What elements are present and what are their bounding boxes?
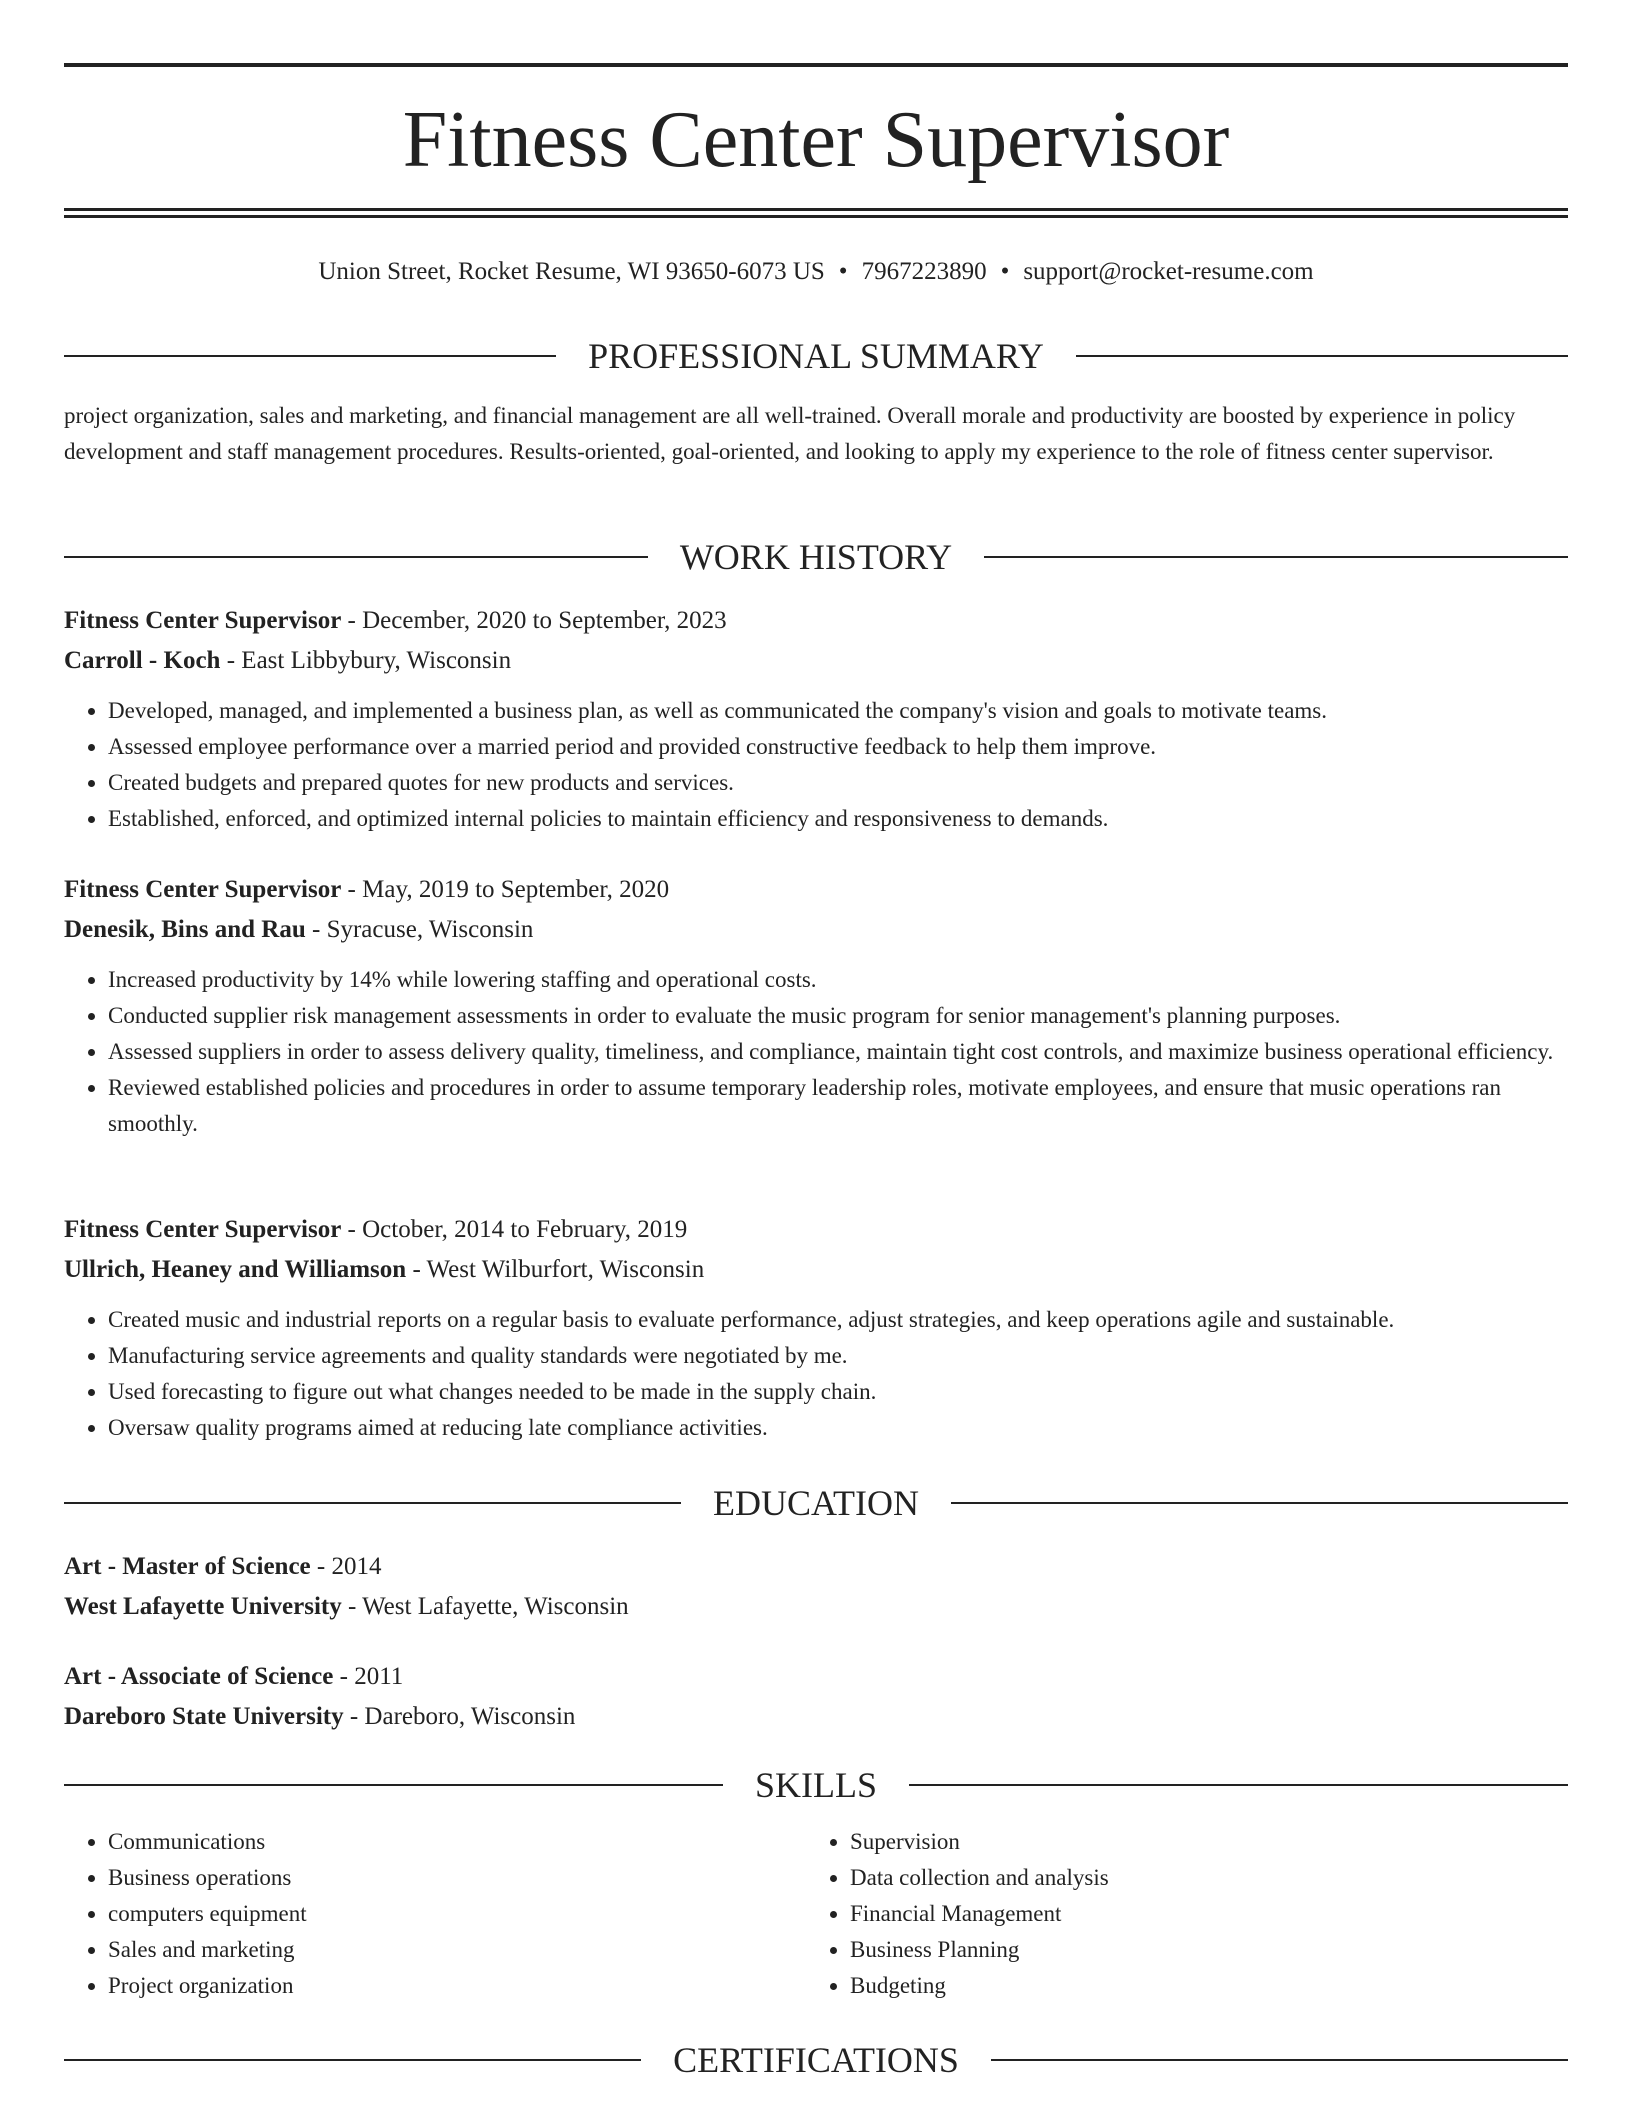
skill-item: • Project organization xyxy=(108,1968,764,2004)
list-item: • Assessed employee performance over a married period and provided constructive feedback to help them improve. xyxy=(108,729,1568,765)
skill-item: • Sales and marketing xyxy=(108,1932,764,1968)
section-title: EDUCATION xyxy=(713,1483,919,1523)
degree-year: - 2011 xyxy=(333,1663,404,1690)
heading-rule xyxy=(951,1502,1568,1504)
job-company-line xyxy=(64,910,1568,950)
section-heading-certifications xyxy=(64,2038,1568,2082)
section-title: WORK HISTORY xyxy=(679,537,953,577)
section-heading-skills xyxy=(64,1763,1568,1807)
skill-item: • Supervision xyxy=(850,1824,1506,1860)
heading-rule xyxy=(64,1502,681,1504)
heading-rule xyxy=(64,2059,641,2061)
list-item: • Reviewed established policies and procedures in order to assume temporary leadership roles, motivate employees, and ensure that music operations ran smoothly. xyxy=(108,1070,1568,1142)
job-dates: - May, 2019 to September, 2020 xyxy=(341,876,670,903)
job-company: Carroll - Koch xyxy=(64,647,221,674)
heading-rule xyxy=(64,1784,723,1786)
heading-rule xyxy=(1076,355,1568,357)
list-item: • Created music and industrial reports on a regular basis to evaluate performance, adjust strategies, and keep operations agile and sustainable. xyxy=(108,1302,1568,1338)
list-item: • Established, enforced, and optimized internal policies to maintain efficiency and responsiveness to demands. xyxy=(108,801,1568,837)
job-entry xyxy=(64,870,1568,1142)
job-location: - East Libbybury, Wisconsin xyxy=(220,647,512,674)
contact-separator: • xyxy=(1000,258,1010,285)
list-item: • Manufacturing service agreements and quality standards were negotiated by me. xyxy=(108,1338,1568,1374)
skill-item: • Budgeting xyxy=(850,1968,1506,2004)
heading-rule xyxy=(984,556,1568,558)
section-title: SKILLS xyxy=(755,1765,878,1805)
job-bullets xyxy=(64,1302,1568,1446)
skills-column-right xyxy=(806,1824,1506,2004)
school-line xyxy=(64,1697,1568,1737)
heading-rule xyxy=(64,556,648,558)
contact-address: Union Street, Rocket Resume, WI 93650-6073 US xyxy=(318,258,825,285)
job-dates: - October, 2014 to February, 2019 xyxy=(341,1216,688,1243)
school-location: - Dareboro, Wisconsin xyxy=(343,1703,576,1730)
section-heading-education xyxy=(64,1481,1568,1525)
job-bullets xyxy=(64,693,1568,837)
skill-item: • computers equipment xyxy=(108,1896,764,1932)
job-company: Ullrich, Heaney and Williamson xyxy=(64,1256,407,1283)
education-entry xyxy=(64,1547,1568,1627)
list-item: • Used forecasting to figure out what changes needed to be made in the supply chain. xyxy=(108,1374,1568,1410)
job-entry xyxy=(64,1210,1568,1446)
top-rule xyxy=(64,63,1568,67)
section-heading-work xyxy=(64,535,1568,579)
skills-list xyxy=(806,1824,1506,2004)
contact-email: support@rocket-resume.com xyxy=(1023,258,1314,285)
school: Dareboro State University xyxy=(64,1703,344,1730)
skill-item: • Financial Management xyxy=(850,1896,1506,1932)
skill-item: • Data collection and analysis xyxy=(850,1860,1506,1896)
job-title-line xyxy=(64,601,1568,641)
job-dates: - December, 2020 to September, 2023 xyxy=(341,607,727,634)
degree-line xyxy=(64,1547,1568,1587)
skill-item: • Communications xyxy=(108,1824,764,1860)
school-line xyxy=(64,1587,1568,1627)
contact-separator: • xyxy=(838,258,848,285)
school: West Lafayette University xyxy=(64,1593,342,1620)
job-title: Fitness Center Supervisor xyxy=(64,1216,342,1243)
skill-item: • Business operations xyxy=(108,1860,764,1896)
degree-year: - 2014 xyxy=(310,1553,382,1580)
job-title-line xyxy=(64,1210,1568,1250)
job-location: - Syracuse, Wisconsin xyxy=(305,916,534,943)
contact-phone: 7967223890 xyxy=(861,258,987,285)
job-title: Fitness Center Supervisor xyxy=(64,607,342,634)
school-location: - West Lafayette, Wisconsin xyxy=(341,1593,629,1620)
list-item: • Developed, managed, and implemented a business plan, as well as communicated the company's vision and goals to motivate teams. xyxy=(108,693,1568,729)
job-bullets xyxy=(64,962,1568,1142)
list-item: • Increased productivity by 14% while lowering staffing and operational costs. xyxy=(108,962,1568,998)
skills-list xyxy=(64,1824,764,2004)
section-title: CERTIFICATIONS xyxy=(673,2040,959,2080)
list-item: • Conducted supplier risk management assessments in order to evaluate the music program for senior management's planning purposes. xyxy=(108,998,1568,1034)
skill-item: • Business Planning xyxy=(850,1932,1506,1968)
list-item: • Created budgets and prepared quotes for new products and services. xyxy=(108,765,1568,801)
degree: Art - Associate of Science xyxy=(64,1663,334,1690)
job-company-line xyxy=(64,1250,1568,1290)
section-heading-summary xyxy=(64,334,1568,378)
job-location: - West Wilburfort, Wisconsin xyxy=(406,1256,705,1283)
section-title: PROFESSIONAL SUMMARY xyxy=(588,336,1044,376)
list-item: • Assessed suppliers in order to assess delivery quality, timeliness, and compliance, maintain tight cost controls, and maximize business operational efficiency. xyxy=(108,1034,1568,1070)
heading-rule xyxy=(909,1784,1568,1786)
degree: Art - Master of Science xyxy=(64,1553,311,1580)
job-company-line xyxy=(64,641,1568,681)
education-entry xyxy=(64,1657,1568,1737)
heading-rule xyxy=(991,2059,1568,2061)
job-company: Denesik, Bins and Rau xyxy=(64,916,306,943)
job-title-line xyxy=(64,870,1568,910)
job-title: Fitness Center Supervisor xyxy=(64,876,342,903)
summary-text: project organization, sales and marketing, and financial management are all well-trained. Overall morale and productivity are boosted by experience in policy development and staff management procedures. Results-oriented, goal-oriented, and looking to apply my experience to the role of fitness center supervisor. xyxy=(64,403,1516,464)
skills-column-left xyxy=(64,1824,764,2004)
job-entry xyxy=(64,601,1568,837)
degree-line xyxy=(64,1657,1568,1697)
list-item: • Oversaw quality programs aimed at reducing late compliance activities. xyxy=(108,1410,1568,1446)
double-rule xyxy=(64,208,1568,218)
heading-rule xyxy=(64,355,556,357)
contact-line xyxy=(64,252,1568,292)
resume-title: Fitness Center Supervisor xyxy=(402,96,1230,184)
